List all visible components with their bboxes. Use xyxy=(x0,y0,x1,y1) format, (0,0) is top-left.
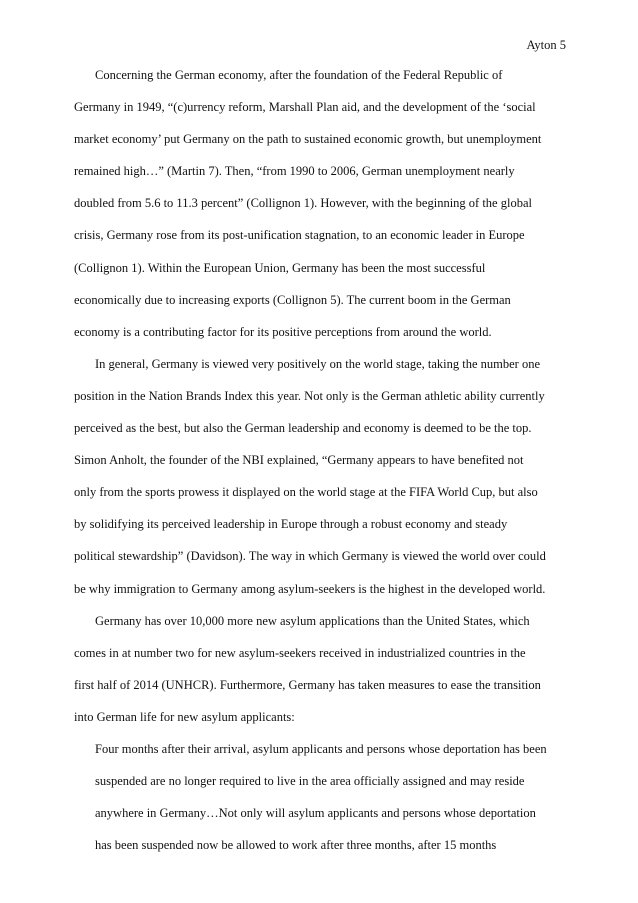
text-line: crisis, Germany rose from its post-unification stagnation, to an economic leader in Europe xyxy=(74,228,525,243)
block-quote-line: suspended are no longer required to live in the area officially assigned and may reside xyxy=(95,774,525,789)
text-line: position in the Nation Brands Index this year. Not only is the German athletic ability currently xyxy=(74,388,545,403)
text-line: be why immigration to Germany among asylum-seekers is the highest in the developed world. xyxy=(74,581,546,596)
text-line: perceived as the best, but also the German leadership and economy is deemed to be the top. xyxy=(74,421,532,436)
text-line: Germany in 1949, “(c)urrency reform, Marshall Plan aid, and the development of the ‘social xyxy=(74,100,536,115)
text-line: remained high…” (Martin 7). Then, “from 1990 to 2006, German unemployment nearly xyxy=(74,164,515,179)
block-quote-line: has been suspended now be allowed to work after three months, after 15 months xyxy=(95,838,497,853)
text-line: doubled from 5.6 to 11.3 percent” (Collignon 1). However, with the beginning of the global xyxy=(74,196,532,211)
text-line: into German life for new asylum applicants: xyxy=(74,709,295,724)
text-line: economy is a contributing factor for its positive perceptions from around the world. xyxy=(74,324,492,339)
block-quote-line: anywhere in Germany…Not only will asylum applicants and persons whose deportation xyxy=(95,806,536,821)
text-line: first half of 2014 (UNHCR). Furthermore, Germany has taken measures to ease the transition xyxy=(74,677,541,692)
text-line: comes in at number two for new asylum-seekers received in industrialized countries in the xyxy=(74,645,526,660)
text-line: political stewardship” (Davidson). The way in which Germany is viewed the world over could xyxy=(74,549,546,564)
body-text xyxy=(74,67,571,869)
text-line: market economy’ put Germany on the path to sustained economic growth, but unemployment xyxy=(74,132,542,147)
running-head: Ayton 5 xyxy=(526,38,566,52)
text-line: In general, Germany is viewed very positively on the world stage, taking the number one xyxy=(95,356,541,371)
text-line: economically due to increasing exports (Collignon 5). The current boom in the German xyxy=(74,292,511,307)
text-line: Germany has over 10,000 more new asylum applications than the United States, which xyxy=(95,613,530,628)
text-line: only from the sports prowess it displayed on the world stage at the FIFA World Cup, but also xyxy=(74,485,538,500)
block-quote-line: Four months after their arrival, asylum applicants and persons whose deportation has been xyxy=(95,741,547,756)
text-line: (Collignon 1). Within the European Union, Germany has been the most successful xyxy=(74,260,486,275)
text-line: Simon Anholt, the founder of the NBI explained, “Germany appears to have benefited not xyxy=(74,453,524,468)
text-line: by solidifying its perceived leadership in Europe through a robust economy and steady xyxy=(74,517,508,532)
text-line: Concerning the German economy, after the foundation of the Federal Republic of xyxy=(95,68,503,82)
